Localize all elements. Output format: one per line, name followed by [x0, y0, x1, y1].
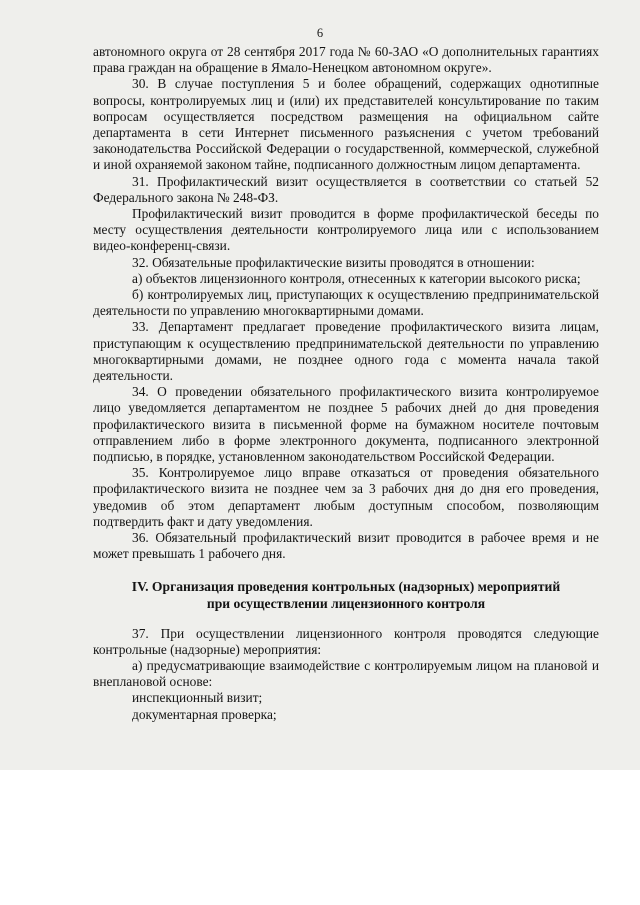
paragraph-37-a: а) предусматривающие взаимодействие с контролируемым лицом на плановой и внеплановой основе: [93, 657, 599, 690]
paragraph-32-b: б) контролируемых лиц, приступающих к осуществлению предпринимательской деятельности по управлению многоквартирными домами. [93, 287, 599, 319]
section-heading-line-2: при осуществлении лицензионного контроля [206, 595, 486, 611]
paragraph-36: 36. Обязательный профилактический визит проводится в рабочее время и не может превышать 1 рабочего дня. [93, 530, 599, 562]
section-heading [93, 578, 599, 612]
paragraph-34: 34. О проведении обязательного профилактического визита контролируемое лицо уведомляется департаментом не позднее 5 рабочих дней до дня проведения профилактического визита в письменной форме на бумажном носителе почтовым отправлением либо в форме электронного документа, подписанного электронной подписью, в порядке, установленном законодательством Российской Федерации. [93, 384, 599, 465]
paragraph-32: 32. Обязательные профилактические визиты проводятся в отношении: [132, 254, 535, 270]
paragraph-33: 33. Департамент предлагает проведение профилактического визита лицам, приступающим к осуществлению предпринимательской деятельности по управлению многоквартирными домами, не позднее одного года с момента начала такой деятельности. [93, 319, 599, 384]
paragraph-32-a: а) объектов лицензионного контроля, отнесенных к категории высокого риска; [132, 270, 581, 286]
paragraph-30: 30. В случае поступления 5 и более обращений, содержащих однотипные вопросы, контролируемых лиц и (или) их представителей консультирование по таким вопросам осуществляется посредством размещения на официальном сайте департамента в сети Интернет письменного разъяснения с учетом требований законодательства Российской Федерации о государственной, коммерческой, служебной и иной охраняемой законом тайне, подписанного должностным лицом департамента. [93, 76, 599, 173]
paragraph-35: 35. Контролируемое лицо вправе отказаться от проведения обязательного профилактического визита не позднее чем за 3 рабочих дня до дня его проведения, уведомив об этом департамент любым доступным способом, позволяющим подтвердить факт и дату уведомления. [93, 465, 599, 529]
paragraph-37-a-item-2: документарная проверка; [132, 706, 277, 722]
section-heading-line-1: IV. Организация проведения контрольных (надзорных) мероприятий [131, 578, 561, 594]
paragraph-31-form: Профилактический визит проводится в форме профилактической беседы по месту осуществления деятельности контролируемого лица или с использованием видео-конференц-связи. [93, 206, 599, 254]
paragraph-37-a-item-1: инспекционный визит; [132, 690, 263, 706]
paragraph-31: 31. Профилактический визит осуществляется в соответствии со статьей 52 Федерального закона № 248-ФЗ. [93, 173, 599, 205]
paragraph-37: 37. При осуществлении лицензионного контроля проводятся следующие контрольные (надзорные) мероприятия: [93, 625, 599, 657]
page-number: 6 [316, 26, 324, 40]
paragraph-continuation: автономного округа от 28 сентября 2017 года № 60-ЗАО «О дополнительных гарантиях права граждан на обращение в Ямало-Ненецком автономном округе». [93, 44, 599, 76]
document-body [93, 44, 599, 723]
blank-area [0, 770, 640, 905]
